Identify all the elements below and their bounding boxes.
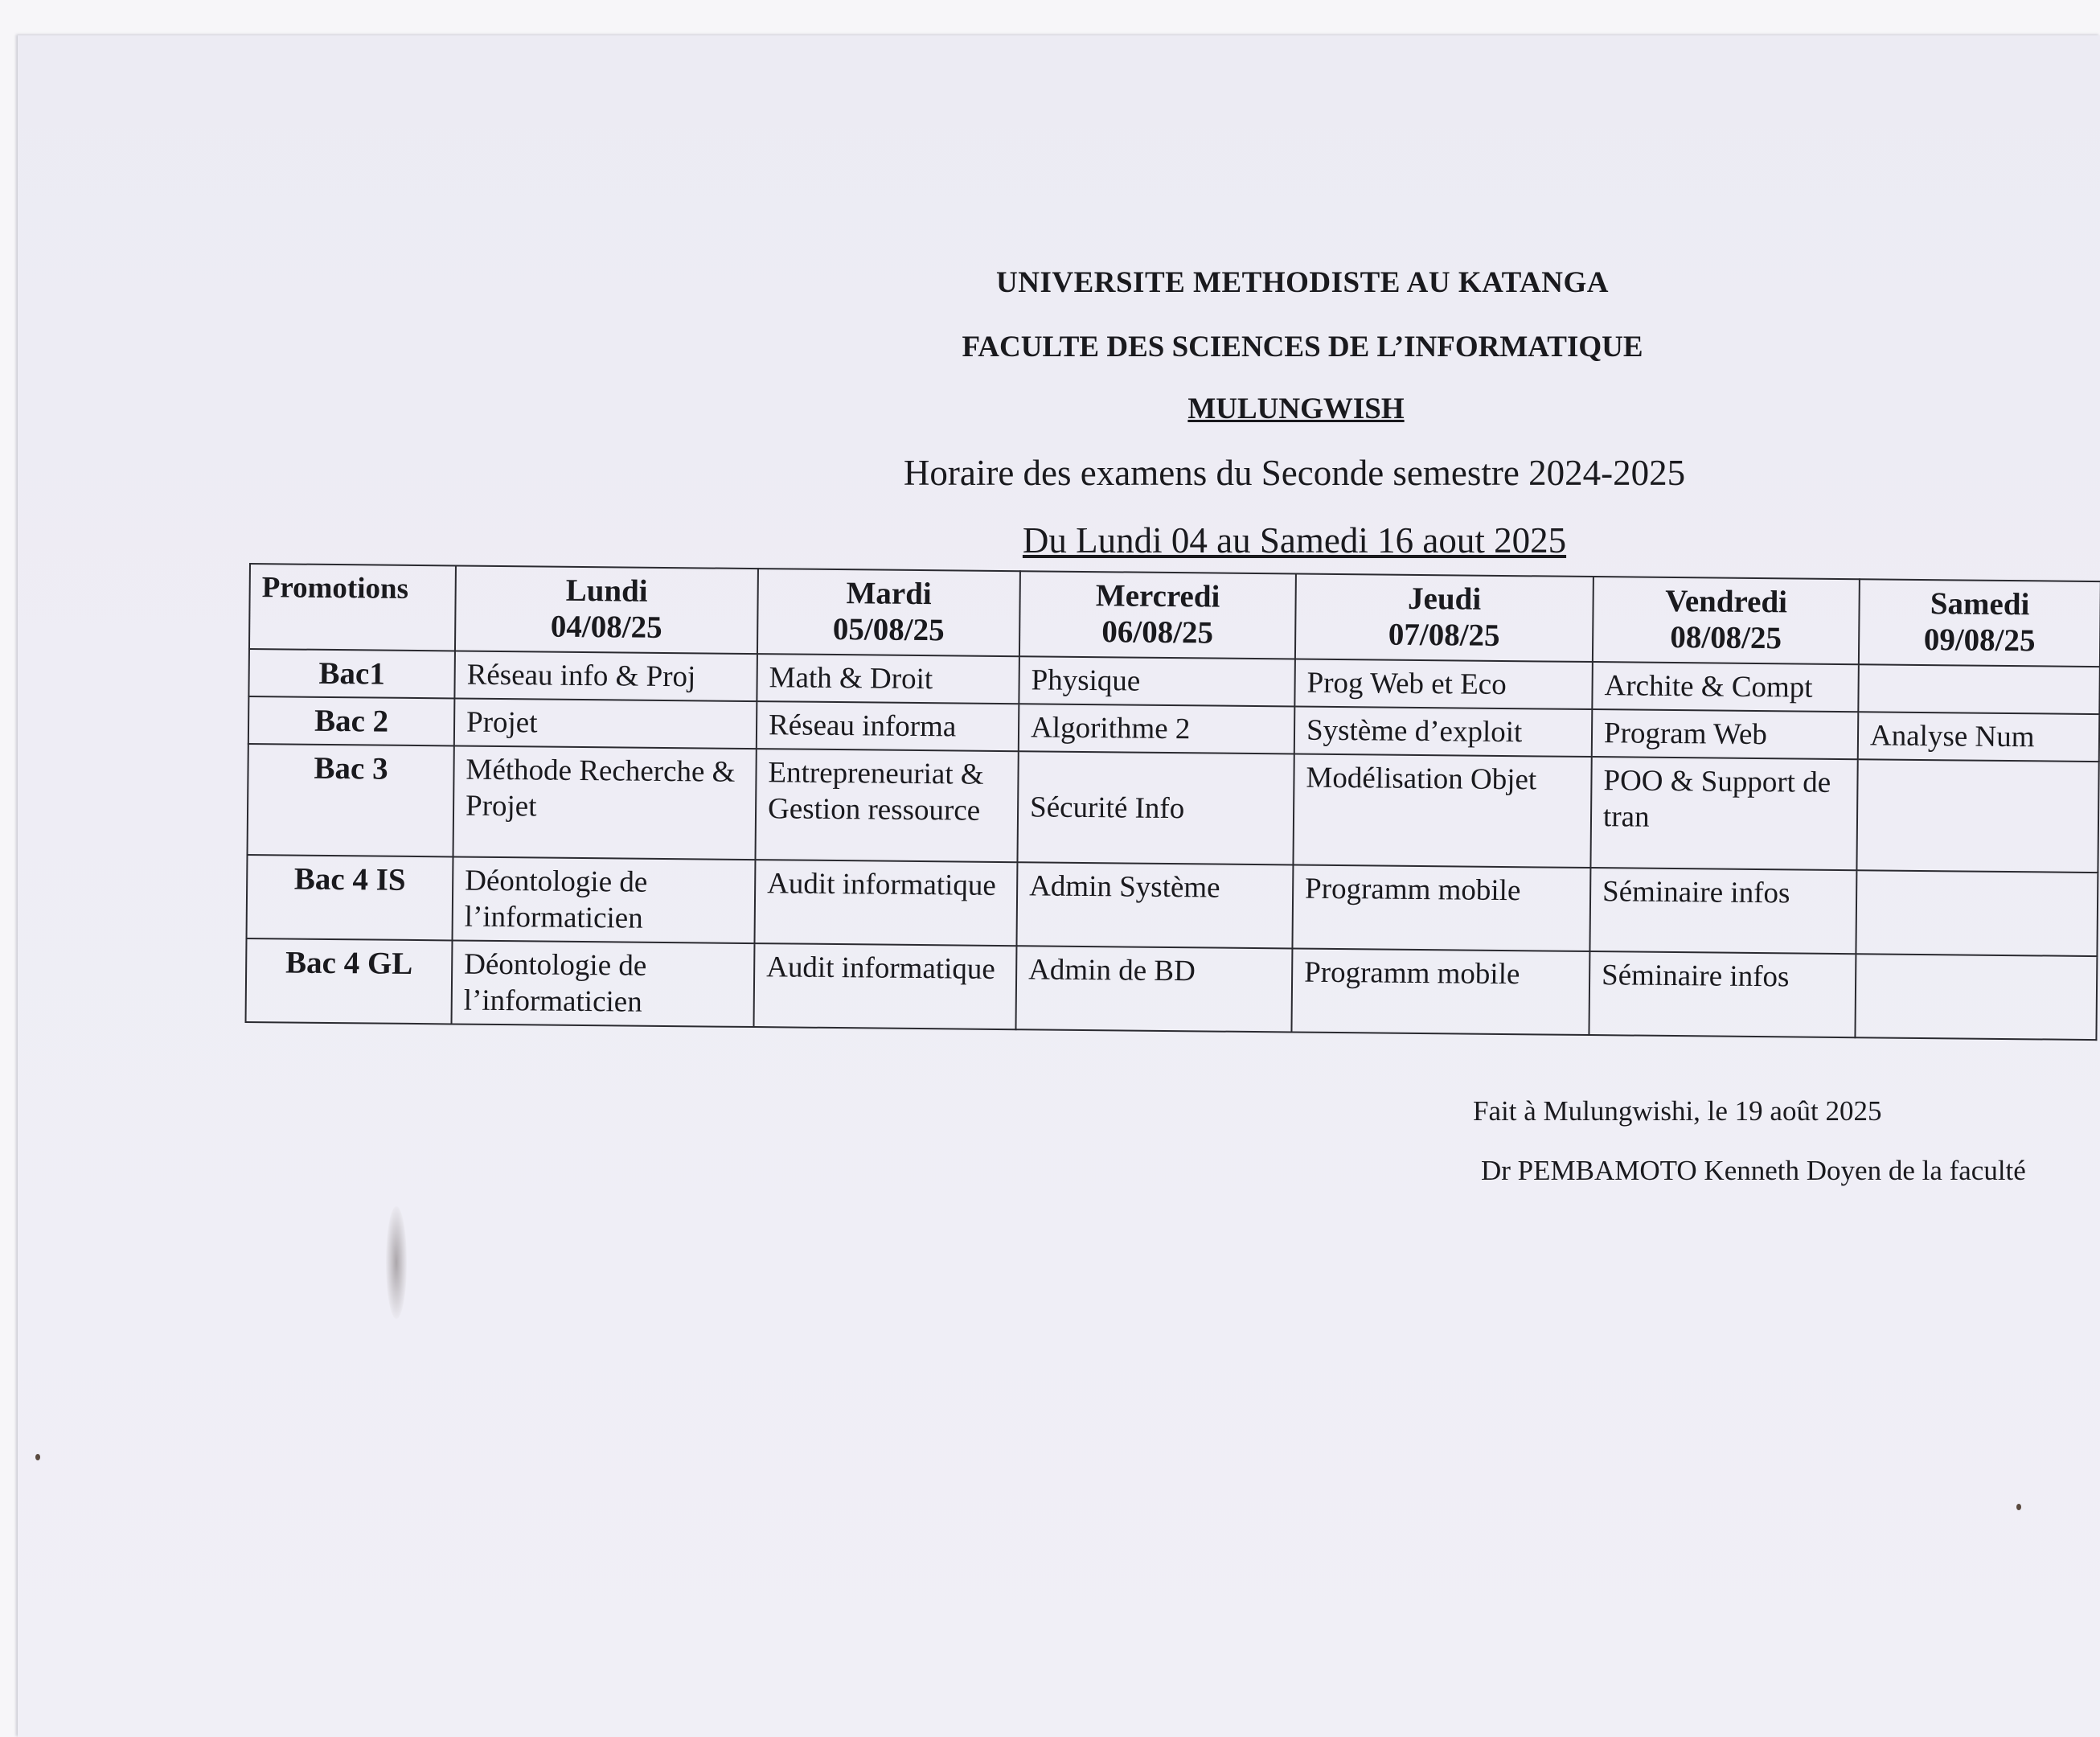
exam-cell <box>1856 759 2098 873</box>
exam-cell: Admin Système <box>1016 862 1293 948</box>
day-date: 09/08/25 <box>1923 622 2036 659</box>
exam-cell: POO & Support de tran <box>1590 757 1857 870</box>
day-date: 04/08/25 <box>550 609 662 645</box>
day-date: 07/08/25 <box>1388 617 1500 653</box>
day-name: Mercredi <box>1095 578 1220 614</box>
exam-cell: Algorithme 2 <box>1019 704 1295 754</box>
exam-cell: Archite & Compt <box>1592 662 1859 712</box>
exam-cell: Audit informatique <box>754 860 1017 946</box>
promotions-header: Promotions <box>249 564 456 651</box>
schedule-period: Du Lundi 04 au Samedi 16 aout 2025 <box>1022 520 1567 561</box>
speck-mark <box>35 1454 40 1460</box>
schedule-title: Horaire des examens du Seconde semestre 2024-2025 <box>903 453 1686 493</box>
day-header-vendredi <box>1593 577 1860 664</box>
day-date: 05/08/25 <box>832 611 945 648</box>
exam-cell: Séminaire infos <box>1589 951 1856 1037</box>
table-row <box>246 938 2098 1040</box>
ink-smudge-mark <box>386 1206 407 1319</box>
exam-cell <box>1856 870 2098 956</box>
exam-cell: Méthode Recherche & Projet <box>453 745 757 860</box>
exam-cell: Modélisation Objet <box>1293 754 1591 868</box>
promotion-cell: Bac 4 IS <box>247 855 453 940</box>
promotion-cell: Bac 3 <box>248 744 454 856</box>
day-header-samedi <box>1859 579 2100 667</box>
exam-cell: Analyse Num <box>1858 712 2100 762</box>
exam-cell: Audit informatique <box>753 943 1016 1029</box>
day-header-mardi <box>757 569 1020 656</box>
exam-cell: Réseau informa <box>757 701 1019 751</box>
day-name: Samedi <box>1930 586 2030 622</box>
day-date: 08/08/25 <box>1670 619 1782 656</box>
place-and-date: Fait à Mulungwishi, le 19 août 2025 <box>1473 1095 1882 1127</box>
day-header-lundi <box>455 565 758 654</box>
day-name: Vendredi <box>1665 583 1788 620</box>
promotion-cell: Bac 2 <box>248 696 455 745</box>
exam-cell: Prog Web et Eco <box>1294 659 1593 709</box>
day-name: Lundi <box>565 573 648 609</box>
exam-cell: Programm mobile <box>1292 864 1590 951</box>
promotion-cell: Bac1 <box>248 649 455 698</box>
speck-mark <box>2016 1504 2021 1510</box>
day-header-mercredi <box>1019 571 1296 659</box>
exam-cell: Entrepreneuriat & Gestion ressource <box>755 749 1018 862</box>
exam-cell: Projet <box>454 698 757 749</box>
exam-cell <box>1855 954 2097 1040</box>
day-name: Mardi <box>846 576 932 612</box>
exam-cell: Séminaire infos <box>1589 868 1856 954</box>
exam-cell <box>1858 664 2100 714</box>
exam-cell: Système d’exploit <box>1294 706 1593 757</box>
promotion-cell: Bac 4 GL <box>246 938 453 1024</box>
day-date: 06/08/25 <box>1101 614 1214 651</box>
exam-cell: Déontologie de l’informaticien <box>453 856 756 943</box>
university-name: UNIVERSITE METHODISTE AU KATANGA <box>996 266 1609 299</box>
faculty-name: FACULTE DES SCIENCES DE L’INFORMATIQUE <box>962 331 1643 363</box>
campus-name: MULUNGWISH <box>1187 392 1405 425</box>
exam-cell: Math & Droit <box>757 654 1019 704</box>
exam-schedule-table <box>245 563 2100 1041</box>
exam-cell: Programm mobile <box>1291 948 1589 1035</box>
exam-cell: Sécurité Info <box>1017 751 1294 864</box>
exam-cell: Physique <box>1019 656 1295 706</box>
signatory-name: Dr PEMBAMOTO Kenneth Doyen de la faculté <box>1481 1155 2026 1186</box>
exam-cell: Program Web <box>1592 709 1859 759</box>
exam-cell: Réseau info & Proj <box>454 651 757 701</box>
table-row <box>248 744 2099 873</box>
day-header-jeudi <box>1295 573 1593 662</box>
day-name: Jeudi <box>1407 581 1482 617</box>
exam-cell: Déontologie de l’informaticien <box>452 940 755 1027</box>
exam-cell: Admin de BD <box>1015 946 1292 1032</box>
